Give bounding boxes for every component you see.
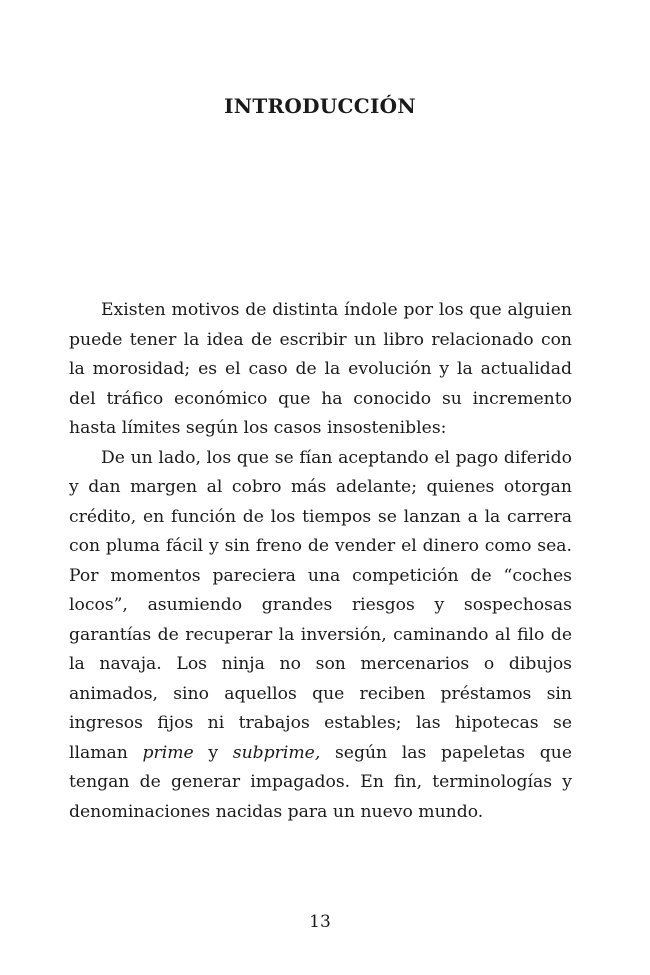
paragraph-2-text-c: según las papeletas que tengan de generar impagados. En fin, terminologías y denominaciones nacidas para un nuevo mundo. [69, 742, 572, 822]
page-number: 13 [309, 912, 331, 932]
paragraph-1: Existen motivos de distinta índole por los que alguien puede tener la idea de escribir un libro relacionado con la morosidad; es el caso de la evolución y la actualidad del tráfico económico que ha conocido su incremento hasta límites según los casos insostenibles: [69, 300, 572, 438]
chapter-title: INTRODUCCIÓN [224, 94, 416, 118]
italic-term-subprime: subprime, [232, 742, 321, 763]
paragraph-2-text-a: De un lado, los que se fían aceptando el pago diferido y dan margen al cobro más adelante; quienes otorgan crédito, en función de los tiempos se lanzan a la carrera con pluma fácil y sin freno de vender el dinero como sea. Por momentos pareciera una competición de “coches locos”, asumiendo grandes riesgos y sospechosas garantías de recuperar la inversión, caminando al filo de la navaja. Los ninja no son mercenarios o dibujos animados, sino aquellos que reciben préstamos sin ingresos fijos ni trabajos estables; las hipotecas se llaman [69, 447, 572, 763]
chapter-body [69, 296, 572, 827]
paragraph-2-text-b: y [193, 742, 233, 763]
paragraph-2 [69, 444, 572, 828]
italic-term-prime: prime [142, 742, 194, 763]
